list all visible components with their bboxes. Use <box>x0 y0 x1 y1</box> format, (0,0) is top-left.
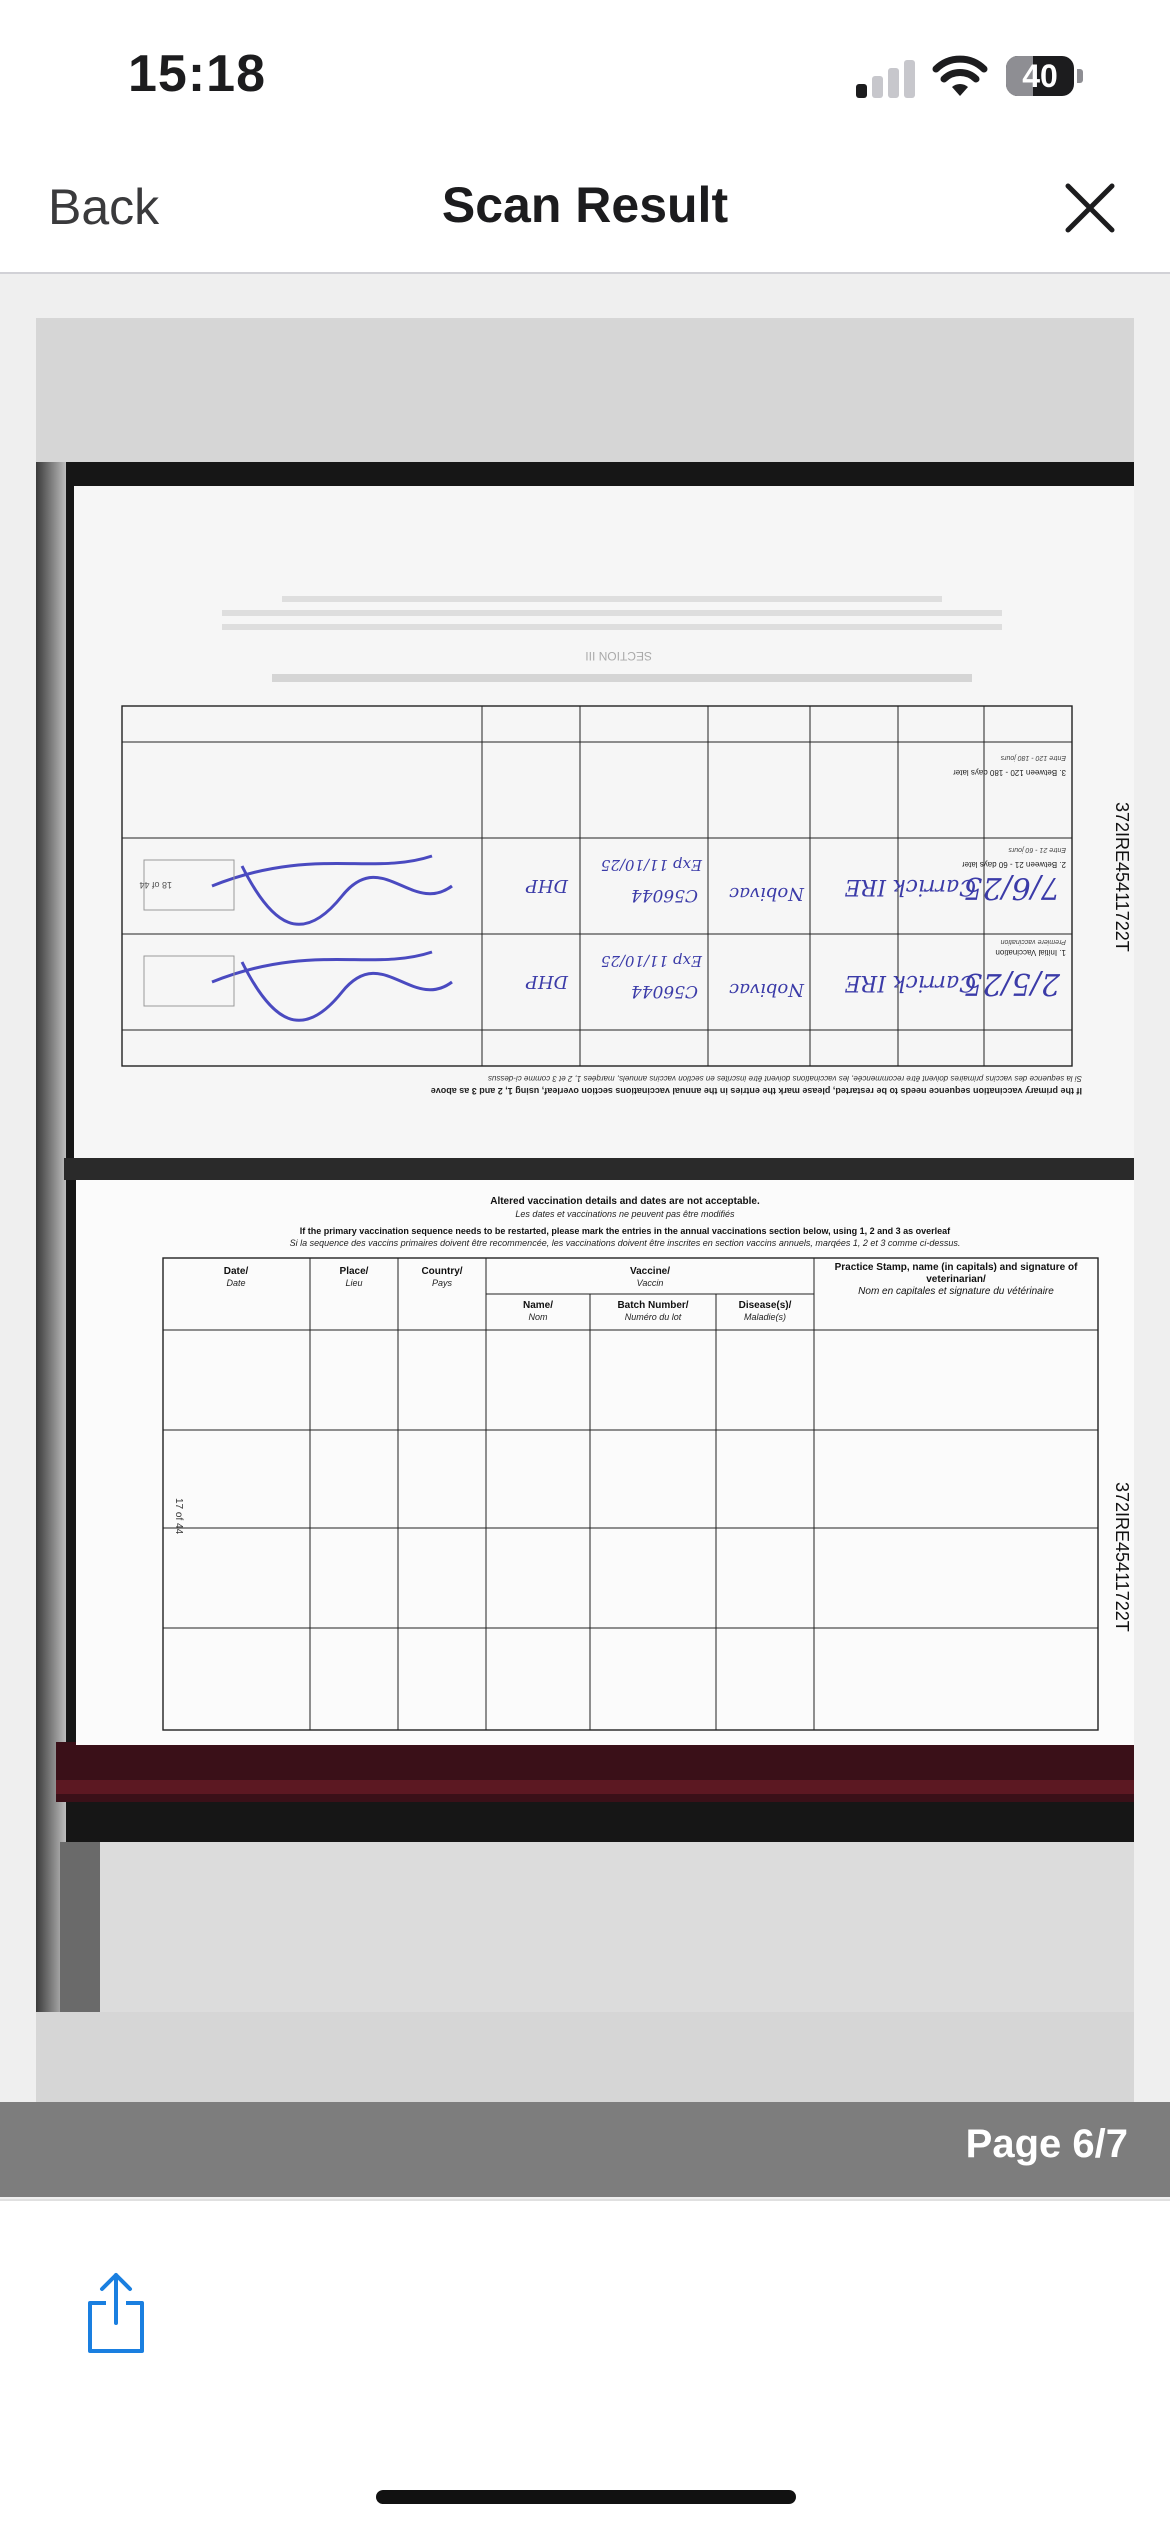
upper-row1-vaccine-name: Nobivac <box>729 979 804 1000</box>
col-date-fr: Date <box>226 1278 246 1288</box>
section-heading: SECTION III <box>585 649 652 663</box>
lower-page-number: 17 of 44 <box>173 1498 184 1535</box>
close-icon[interactable] <box>1058 176 1122 240</box>
upper-page <box>74 486 1134 1158</box>
col-place: Place/ <box>339 1266 369 1277</box>
upper-page-id: 372IRE45411722T <box>1112 802 1132 952</box>
scan-preview-area <box>0 274 1170 2199</box>
lower-page <box>76 1180 1134 1745</box>
col-vet-label: Practice Stamp, name (in capitals) and signature of veterinarian/ <box>834 1262 1078 1285</box>
col-vet-stamp <box>818 1262 1094 1326</box>
upper-row1-date: 2/5/25 <box>963 966 1060 1001</box>
col-disease-fr: Maladie(s) <box>743 1312 787 1322</box>
upper-row2-expiry: Exp 11/10/25 <box>600 856 702 874</box>
upper-row1-expiry: Exp 11/10/25 <box>600 952 702 970</box>
battery-percent: 40 <box>1022 58 1058 94</box>
col-country: Country/ <box>421 1266 463 1277</box>
col-batch-fr: Numéro du lot <box>624 1312 682 1322</box>
page-indicator: Page 6/7 <box>965 2122 1128 2166</box>
upper-row1-country: IRE <box>844 970 886 995</box>
upper-row2-batch: C56044 <box>630 885 698 905</box>
upper-page-number: 18 of 44 <box>139 880 172 890</box>
back-button[interactable]: Back <box>48 179 160 235</box>
upper-row2-label: 2. Between 21 - 60 days later <box>961 860 1066 869</box>
upper-row2-country: IRE <box>844 874 886 899</box>
upper-row2-label-fr: Entre 21 - 60 jours <box>1008 846 1066 853</box>
share-icon[interactable] <box>84 2271 148 2355</box>
status-bar <box>0 0 1170 150</box>
navigation-bar <box>0 150 1170 274</box>
col-vaccine-fr: Vaccin <box>636 1278 664 1288</box>
col-batch: Batch Number/ <box>617 1300 689 1311</box>
page-indicator-bar <box>0 2102 1170 2197</box>
upper-row1-batch: C56044 <box>630 981 698 1001</box>
doc-instruction: If the primary vaccination sequence needs to be restarted, please mark the entries in the annual vaccinations section below, using 1, 2 and 3 as overleaf <box>299 1226 951 1236</box>
document-scan-image <box>36 462 1134 2012</box>
upper-row3-label: 3. Between 120 - 180 days later <box>953 768 1066 777</box>
upper-instruction: If the primary vaccination sequence needs to be restarted, please mark the entries in the annual vaccinations section overleaf, using 1, 2 and 3 as above <box>430 1086 1082 1096</box>
upper-row1-disease: DHP <box>525 971 568 992</box>
home-indicator <box>376 2490 796 2504</box>
upper-row2-place: Carrick <box>892 874 976 899</box>
upper-row1-label: 1. Initial Vaccination <box>995 948 1066 957</box>
col-date: Date/ <box>223 1266 249 1277</box>
page-title: Scan Result <box>441 177 729 233</box>
scan-margin-top <box>36 318 1134 462</box>
battery-icon <box>1006 56 1084 96</box>
bottom-toolbar <box>0 2199 1170 2534</box>
col-vet-label-fr: Nom en capitales et signature du vétérinaire <box>858 1286 1054 1297</box>
scan-margin-bottom <box>36 2012 1134 2110</box>
scanned-document[interactable] <box>36 462 1134 2012</box>
upper-row2-disease: DHP <box>525 875 568 896</box>
col-vaccine-name: Name/ <box>522 1300 554 1311</box>
wifi-icon <box>932 52 988 98</box>
col-country-fr: Pays <box>431 1278 453 1288</box>
col-vaccine-name-fr: Nom <box>528 1312 548 1322</box>
cellular-signal-icon <box>856 58 916 98</box>
upper-row2-vaccine-name: Nobivac <box>729 883 804 904</box>
upper-row1-label-fr: Premiere vaccination <box>1000 938 1066 945</box>
col-place-fr: Lieu <box>345 1278 363 1288</box>
status-time: 15:18 <box>128 45 266 103</box>
lower-page-id: 372IRE45411722T <box>1112 1482 1132 1632</box>
upper-instruction-fr: Si la sequence des vaccins primaires doivent être recommencée, les vaccinations doivent être inscrites en section vaccins annuels, marqées 1, 2 et 3 comme ci-dessus <box>487 1074 1082 1083</box>
doc-instruction-fr: Si la sequence des vaccins primaires doivent être recommencée, les vaccinations doivent être inscrites en section vaccins annuels, marqées 1, 2 et 3 comme ci-dessus. <box>289 1238 961 1248</box>
doc-headline: Altered vaccination details and dates are not acceptable. <box>490 1196 760 1207</box>
col-vaccine: Vaccine/ <box>629 1266 671 1277</box>
doc-headline-fr: Les dates et vaccinations ne peuvent pas être modifiés <box>515 1209 735 1219</box>
upper-row2-date: 7/6/25 <box>963 870 1060 905</box>
col-disease: Disease(s)/ <box>738 1300 792 1311</box>
upper-row3-label-fr: Entre 120 - 180 jours <box>1000 754 1066 761</box>
upper-row1-place: Carrick <box>892 970 976 995</box>
